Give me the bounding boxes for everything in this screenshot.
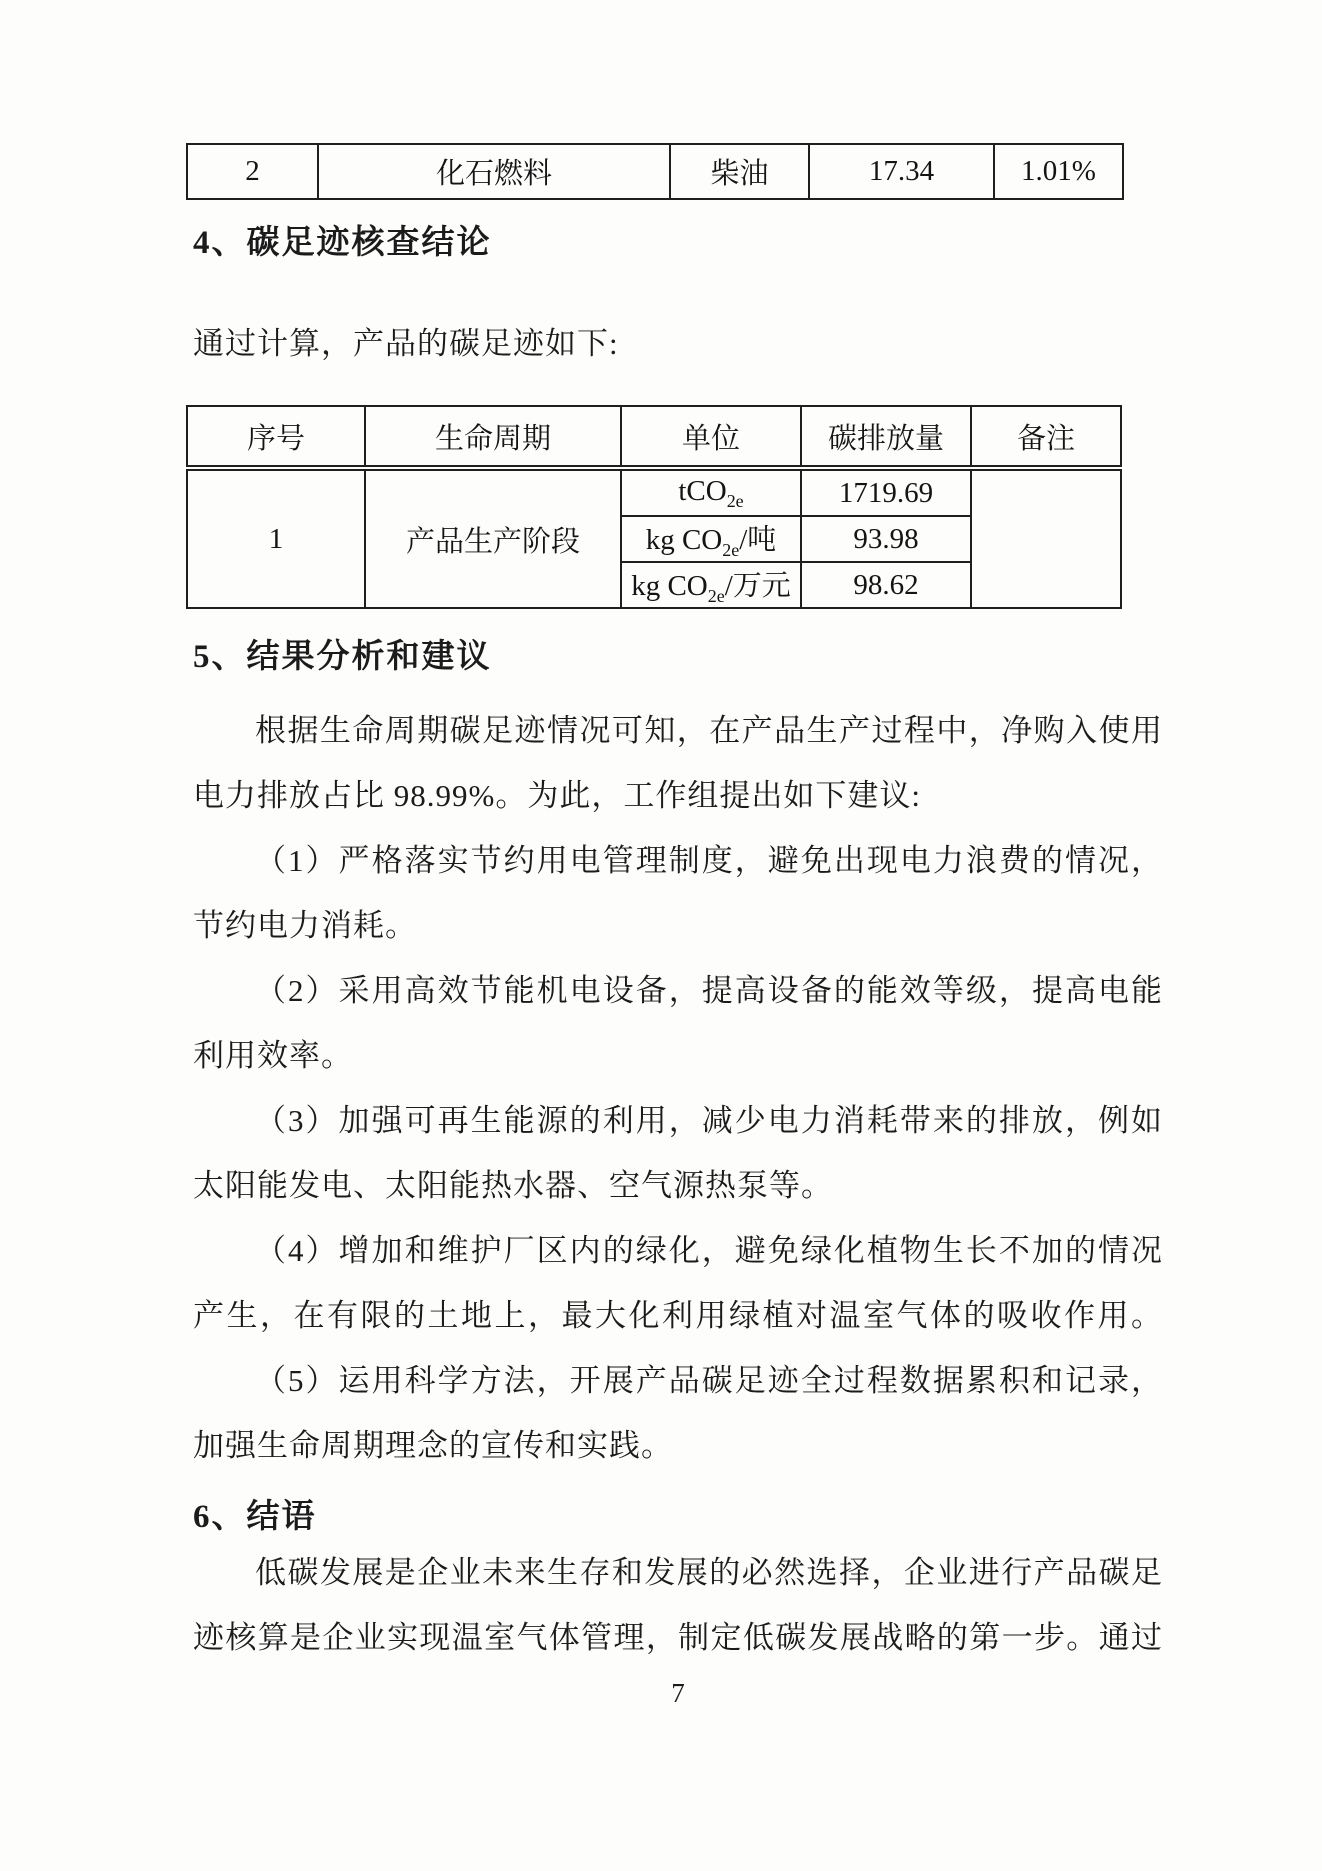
unit-tail: /万元	[724, 570, 791, 603]
section4-intro: 通过计算，产品的碳足迹如下:	[193, 326, 619, 361]
cell-serial: 1	[187, 468, 365, 608]
carbon-footprint-table	[186, 405, 1122, 609]
page-number: 7	[671, 1678, 685, 1708]
paragraph-line: （4）增加和维护厂区内的绿化，避免绿化植物生长不加的情况	[255, 1233, 1163, 1268]
fuel-emission-table	[186, 143, 1124, 200]
paragraph-line: 节约电力消耗。	[193, 908, 417, 943]
paragraph-line: 根据生命周期碳足迹情况可知，在产品生产过程中，净购入使用	[255, 713, 1163, 748]
header-stage: 生命周期	[365, 406, 621, 468]
cell-percent: 1.01%	[994, 144, 1123, 199]
header-unit: 单位	[621, 406, 801, 468]
section5-title: 5、结果分析和建议	[193, 639, 492, 675]
unit-subscript: 2e	[707, 585, 725, 606]
cell-unit	[621, 468, 801, 516]
cell-remark	[971, 468, 1121, 608]
header-emission: 碳排放量	[801, 406, 971, 468]
paragraph-line: 产生，在有限的土地上，最大化利用绿植对温室气体的吸收作用。	[193, 1298, 1163, 1333]
header-remark: 备注	[971, 406, 1121, 468]
paragraph-line: 低碳发展是企业未来生存和发展的必然选择，企业进行产品碳足	[255, 1555, 1163, 1590]
cell-item: 柴油	[670, 144, 809, 199]
unit-text: tCO	[678, 474, 727, 507]
paragraph-line: 电力排放占比 98.99%。为此，工作组提出如下建议:	[193, 778, 921, 813]
cell-value: 17.34	[809, 144, 994, 199]
table-row	[187, 468, 1121, 516]
cell-stage: 产品生产阶段	[365, 468, 621, 608]
cell-emission-value: 1719.69	[801, 468, 971, 516]
paragraph-line: 迹核算是企业实现温室气体管理，制定低碳发展战略的第一步。通过	[193, 1620, 1163, 1655]
table-header-row	[187, 406, 1121, 468]
paragraph-line: 加强生命周期理念的宣传和实践。	[193, 1428, 673, 1463]
paragraph-line: （1）严格落实节约用电管理制度，避免出现电力浪费的情况，	[255, 843, 1163, 878]
section6-title: 6、结语	[193, 1499, 317, 1535]
cell-emission-value: 93.98	[801, 516, 971, 562]
cell-index: 2	[187, 144, 318, 199]
cell-unit	[621, 562, 801, 608]
table-row	[187, 144, 1123, 199]
paragraph-line: （3）加强可再生能源的利用，减少电力消耗带来的排放，例如	[255, 1103, 1163, 1138]
paragraph-line: 利用效率。	[193, 1038, 353, 1073]
paragraph-line: 太阳能发电、太阳能热水器、空气源热泵等。	[193, 1168, 833, 1203]
paragraph-line: （2）采用高效节能机电设备，提高设备的能效等级，提高电能	[255, 973, 1163, 1008]
section4-title: 4、碳足迹核查结论	[193, 225, 492, 261]
unit-subscript: 2e	[722, 539, 740, 560]
unit-subscript: 2e	[726, 490, 744, 511]
cell-unit	[621, 516, 801, 562]
cell-category: 化石燃料	[318, 144, 670, 199]
cell-emission-value: 98.62	[801, 562, 971, 608]
unit-text: kg CO	[645, 524, 723, 557]
unit-tail: /吨	[739, 524, 777, 557]
unit-text: kg CO	[631, 570, 708, 603]
header-serial: 序号	[187, 406, 365, 468]
paragraph-line: （5）运用科学方法，开展产品碳足迹全过程数据累积和记录，	[255, 1363, 1163, 1398]
